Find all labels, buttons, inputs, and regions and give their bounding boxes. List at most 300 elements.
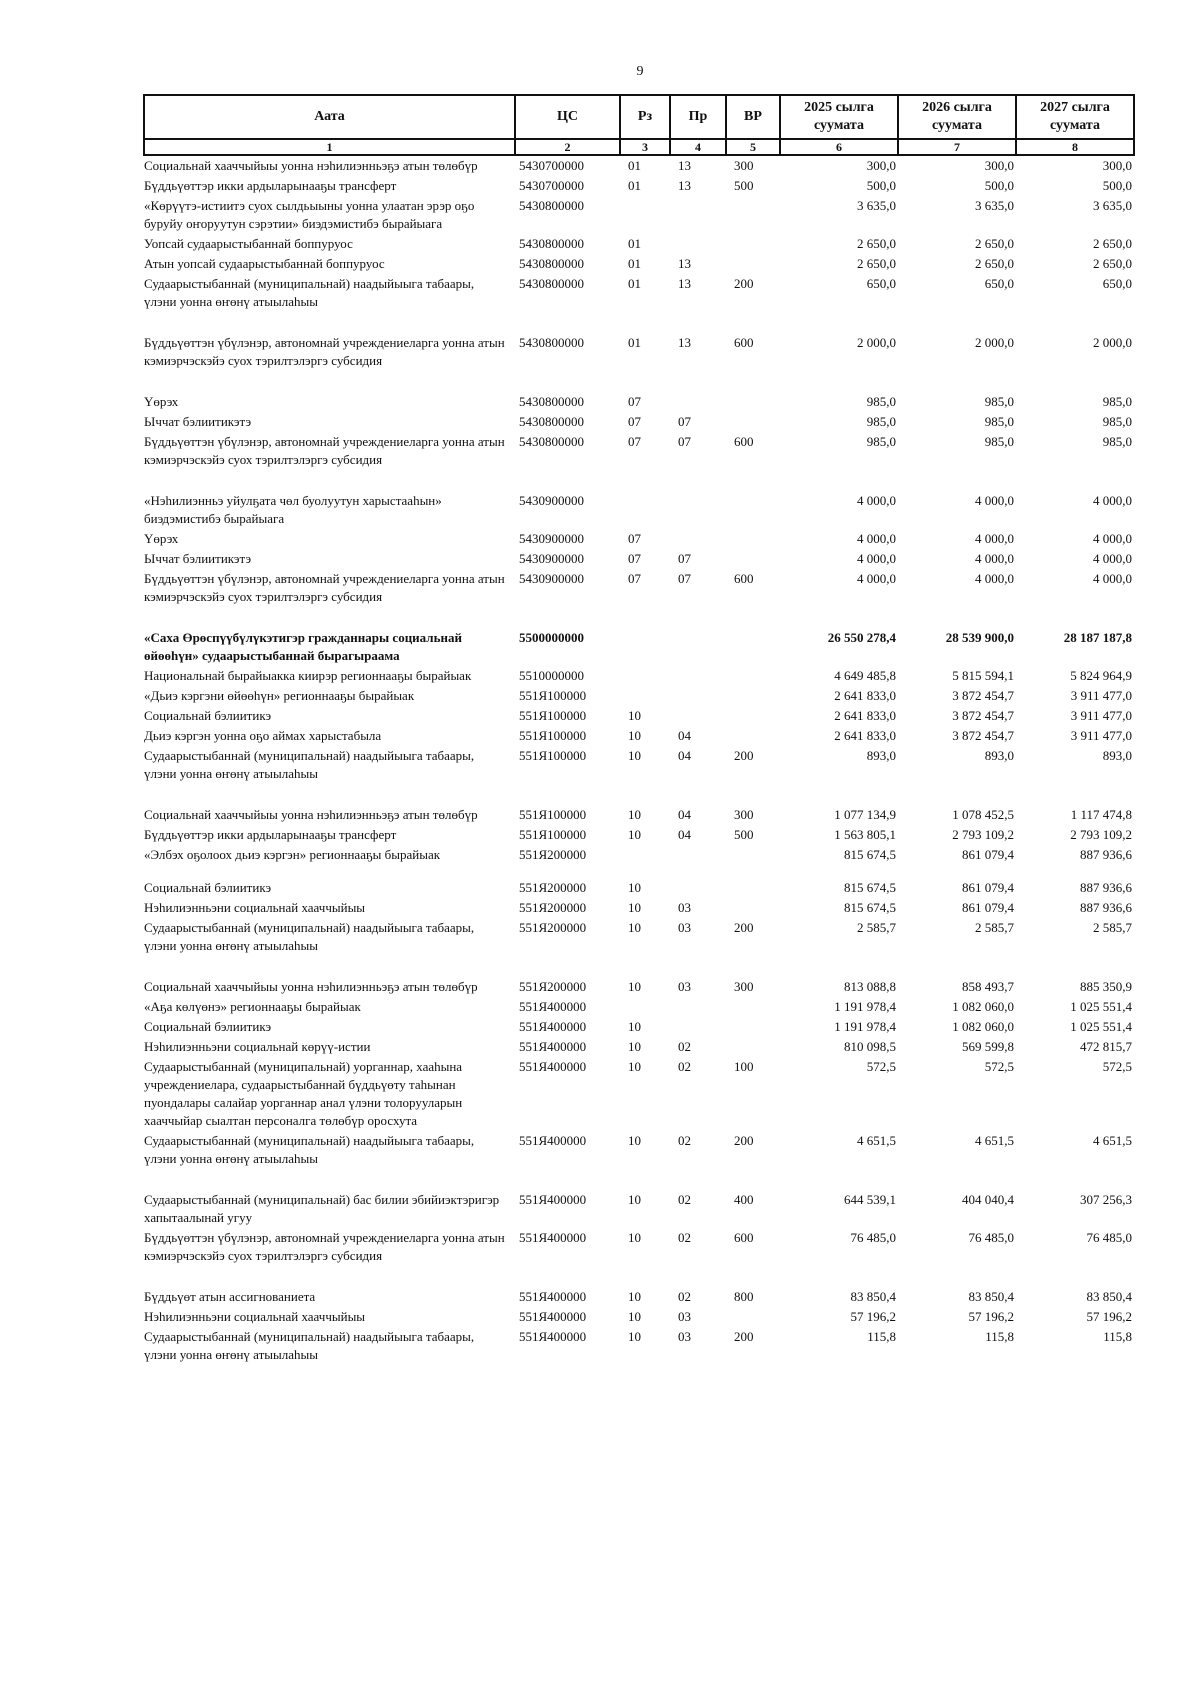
- row-pr: 02: [678, 1059, 691, 1074]
- row-amount-2026: 861 079,4: [962, 900, 1014, 915]
- row-pr: [670, 686, 726, 706]
- row-vr: 300: [734, 158, 754, 173]
- row-name: Ыччат бэлиитикэтэ: [144, 414, 252, 429]
- row-amount-2025: 4 000,0: [857, 493, 896, 508]
- row-name: Судаарыстыбаннай (муниципальнай) наадыйыыга табаары, үлэни уонна өҥөнү атыылаһыы: [144, 920, 475, 953]
- table-row: [144, 1287, 1134, 1307]
- row-cs: 5430900000: [519, 551, 584, 566]
- row-pr: 03: [678, 1329, 691, 1344]
- row-amount-2025: 76 485,0: [850, 1230, 896, 1245]
- table-row: [144, 1228, 1134, 1287]
- table-row: [144, 746, 1134, 805]
- table-row: [144, 977, 1134, 997]
- row-amount-2026: 404 040,4: [962, 1192, 1014, 1207]
- row-name: Судаарыстыбаннай (муниципальнай) наадыйыыга табаары, үлэни уонна өҥөнү атыылаһыы: [144, 276, 475, 309]
- table-row: [144, 155, 1134, 176]
- row-vr: 600: [734, 335, 754, 350]
- header-cs: ЦС: [515, 95, 620, 139]
- row-amount-2027: 3 635,0: [1093, 198, 1132, 213]
- row-vr: [726, 1017, 780, 1037]
- row-amount-2026: 572,5: [984, 1059, 1014, 1074]
- row-name: Үөрэх: [144, 531, 179, 546]
- row-amount-2025: 1 191 978,4: [834, 999, 896, 1014]
- row-pr: 13: [678, 335, 691, 350]
- row-name: Дьиэ кэргэн уонна оҕо аймах харыстабыла: [144, 728, 382, 743]
- row-amount-2025: 893,0: [866, 748, 896, 763]
- row-amount-2027: 3 911 477,0: [1070, 728, 1132, 743]
- row-name: Социальнай бэлиитикэ: [144, 1019, 272, 1034]
- table-row: [144, 628, 1134, 666]
- row-cs: 551Я400000: [519, 1309, 587, 1324]
- header-2025: 2025 сылга суумата: [780, 95, 898, 139]
- row-amount-2025: 4 000,0: [857, 531, 896, 546]
- row-amount-2026: 4 000,0: [975, 493, 1014, 508]
- row-pr: [670, 628, 726, 666]
- row-amount-2026: 4 000,0: [975, 531, 1014, 546]
- row-amount-2025: 813 088,8: [844, 979, 896, 994]
- row-amount-2026: 300,0: [984, 158, 1014, 173]
- column-number: 1: [144, 139, 515, 155]
- row-amount-2026: 985,0: [984, 414, 1014, 429]
- row-amount-2027: 4 000,0: [1093, 531, 1132, 546]
- row-vr: [726, 491, 780, 529]
- row-amount-2027: 4 000,0: [1093, 493, 1132, 508]
- table-row: [144, 1190, 1134, 1228]
- row-rz: 01: [628, 178, 641, 193]
- row-pr: [670, 878, 726, 898]
- row-pr: 13: [678, 256, 691, 271]
- table-row: [144, 845, 1134, 878]
- row-cs: 551Я200000: [519, 880, 587, 895]
- header-vr: ВР: [726, 95, 780, 139]
- row-amount-2025: 2 650,0: [857, 256, 896, 271]
- row-name: Социальнай бэлиитикэ: [144, 880, 272, 895]
- row-cs: 551Я400000: [519, 1289, 587, 1304]
- row-amount-2026: 2 650,0: [975, 236, 1014, 251]
- budget-table-container: [143, 94, 1133, 1365]
- row-amount-2026: 3 635,0: [975, 198, 1014, 213]
- table-row: [144, 825, 1134, 845]
- row-amount-2025: 4 000,0: [857, 571, 896, 586]
- row-vr: 200: [734, 920, 754, 935]
- row-vr: [726, 392, 780, 412]
- row-vr: 800: [734, 1289, 754, 1304]
- row-amount-2025: 815 674,5: [844, 847, 896, 862]
- row-pr: [670, 529, 726, 549]
- row-name: Нэһилиэнньэни социальнай хааччыйыы: [144, 900, 366, 915]
- row-rz: 10: [628, 827, 641, 842]
- row-amount-2026: 858 493,7: [962, 979, 1014, 994]
- row-cs: 551Я100000: [519, 708, 587, 723]
- table-row: [144, 569, 1134, 628]
- row-amount-2027: 76 485,0: [1086, 1230, 1132, 1245]
- row-vr: 200: [734, 748, 754, 763]
- header-2027: 2027 сылга суумата: [1016, 95, 1134, 139]
- row-cs: 551Я400000: [519, 1019, 587, 1034]
- table-row: [144, 549, 1134, 569]
- row-rz: 01: [628, 158, 641, 173]
- row-cs: 551Я400000: [519, 1059, 587, 1074]
- row-rz: 10: [628, 1289, 641, 1304]
- row-name: «Аҕа көлүөнэ» регионнааҕы бырайыак: [144, 999, 361, 1014]
- row-vr: [726, 628, 780, 666]
- row-amount-2027: 985,0: [1102, 414, 1132, 429]
- row-rz: 10: [628, 1133, 641, 1148]
- row-amount-2027: 4 651,5: [1093, 1133, 1132, 1148]
- row-cs: 5430900000: [519, 571, 584, 586]
- row-amount-2027: 2 585,7: [1093, 920, 1132, 935]
- row-cs: 5430900000: [519, 531, 584, 546]
- row-amount-2026: 985,0: [984, 394, 1014, 409]
- row-rz: 07: [628, 571, 641, 586]
- row-cs: 551Я200000: [519, 900, 587, 915]
- row-pr: 07: [678, 434, 691, 449]
- row-cs: 551Я100000: [519, 748, 587, 763]
- row-amount-2027: 572,5: [1102, 1059, 1132, 1074]
- row-amount-2025: 115,8: [867, 1329, 896, 1344]
- row-rz: [620, 628, 670, 666]
- row-amount-2027: 500,0: [1102, 178, 1132, 193]
- row-pr: 03: [678, 900, 691, 915]
- table-row: [144, 529, 1134, 549]
- row-amount-2026: 861 079,4: [962, 847, 1014, 862]
- row-rz: 07: [628, 394, 641, 409]
- row-pr: 02: [678, 1230, 691, 1245]
- row-vr: 600: [734, 434, 754, 449]
- row-rz: 10: [628, 708, 641, 723]
- row-amount-2025: 3 635,0: [857, 198, 896, 213]
- row-rz: [620, 686, 670, 706]
- table-row: [144, 176, 1134, 196]
- row-amount-2027: 885 350,9: [1080, 979, 1132, 994]
- row-rz: 10: [628, 807, 641, 822]
- header-name: Аата: [144, 95, 515, 139]
- table-row: [144, 234, 1134, 254]
- row-amount-2025: 644 539,1: [844, 1192, 896, 1207]
- row-amount-2027: 2 650,0: [1093, 256, 1132, 271]
- row-amount-2026: 3 872 454,7: [952, 708, 1014, 723]
- row-amount-2027: 57 196,2: [1086, 1309, 1132, 1324]
- row-amount-2026: 500,0: [984, 178, 1014, 193]
- row-name: Бүддьүөттэн үбүлэнэр, автономнай учреждениеларга уонна атын кэмиэрчэскэйэ суох тэрилтэлэргэ субсидия: [144, 434, 505, 467]
- row-vr: [726, 1307, 780, 1327]
- row-rz: 10: [628, 1329, 641, 1344]
- column-number: 4: [670, 139, 726, 155]
- row-amount-2025: 1 563 805,1: [834, 827, 896, 842]
- table-row: [144, 686, 1134, 706]
- row-name: «Дьиэ кэргэни өйөөһүн» регионнааҕы бырайыак: [144, 688, 415, 703]
- header-2026: 2026 сылга суумата: [898, 95, 1016, 139]
- row-pr: 02: [678, 1133, 691, 1148]
- row-cs: 551Я200000: [519, 847, 587, 862]
- row-amount-2026: 861 079,4: [962, 880, 1014, 895]
- row-pr: 04: [678, 728, 691, 743]
- table-row: [144, 254, 1134, 274]
- row-amount-2025: 985,0: [866, 414, 896, 429]
- row-rz: 10: [628, 920, 641, 935]
- row-name: Нэһилиэнньэни социальнай хааччыйыы: [144, 1309, 366, 1324]
- row-vr: [726, 1037, 780, 1057]
- row-amount-2025: 83 850,4: [850, 1289, 896, 1304]
- table-row: [144, 196, 1134, 234]
- row-pr: 04: [678, 748, 691, 763]
- row-rz: 10: [628, 1019, 641, 1034]
- row-pr: [670, 234, 726, 254]
- budget-table: [143, 94, 1135, 1365]
- row-amount-2025: 1 191 978,4: [834, 1019, 896, 1034]
- row-pr: [670, 491, 726, 529]
- table-row: [144, 412, 1134, 432]
- table-row: [144, 274, 1134, 333]
- row-rz: 07: [628, 414, 641, 429]
- row-rz: 10: [628, 1192, 641, 1207]
- row-name: Бүддьүөттэн үбүлэнэр, автономнай учреждениеларга уонна атын кэмиэрчэскэйэ суох тэрилтэлэргэ субсидия: [144, 335, 505, 368]
- row-cs: 551Я100000: [519, 688, 587, 703]
- row-rz: 01: [628, 256, 641, 271]
- row-pr: 02: [678, 1289, 691, 1304]
- row-cs: 551Я400000: [519, 1230, 587, 1245]
- row-rz: [620, 845, 670, 878]
- row-cs: 5430900000: [519, 493, 584, 508]
- row-vr: 600: [734, 571, 754, 586]
- row-name: «Элбэх оҕолоох дьиэ кэргэн» регионнааҕы бырайыак: [144, 847, 441, 862]
- table-row: [144, 1307, 1134, 1327]
- row-vr: 300: [734, 979, 754, 994]
- row-rz: 10: [628, 979, 641, 994]
- table-body: [144, 155, 1134, 1365]
- row-amount-2027: 1 025 551,4: [1070, 999, 1132, 1014]
- row-pr: 03: [678, 920, 691, 935]
- row-amount-2025: 985,0: [866, 434, 896, 449]
- row-rz: 01: [628, 335, 641, 350]
- table-row: [144, 491, 1134, 529]
- row-cs: 5430800000: [519, 434, 584, 449]
- row-rz: 10: [628, 728, 641, 743]
- row-pr: [670, 845, 726, 878]
- row-name: Социальнай хааччыйыы уонна нэһилиэнньэҕэ атын төлөбүр: [144, 979, 478, 994]
- row-pr: 04: [678, 807, 691, 822]
- row-pr: 02: [678, 1039, 691, 1054]
- row-vr: [726, 529, 780, 549]
- table-row: [144, 432, 1134, 491]
- row-vr: 200: [734, 1133, 754, 1148]
- page-number: 9: [636, 64, 644, 79]
- row-amount-2025: 810 098,5: [844, 1039, 896, 1054]
- row-cs: 551Я400000: [519, 1039, 587, 1054]
- row-name: Бүддьүөттэр икки ардыларынааҕы трансферт: [144, 178, 397, 193]
- row-vr: 200: [734, 1329, 754, 1344]
- row-pr: 13: [678, 158, 691, 173]
- row-amount-2025: 4 000,0: [857, 551, 896, 566]
- row-pr: 03: [678, 979, 691, 994]
- row-amount-2026: 76 485,0: [968, 1230, 1014, 1245]
- row-amount-2027: 2 793 109,2: [1070, 827, 1132, 842]
- row-cs: 551Я400000: [519, 1329, 587, 1344]
- table-row: [144, 333, 1134, 392]
- row-pr: 07: [678, 551, 691, 566]
- row-cs: 5430800000: [519, 414, 584, 429]
- row-pr: [670, 666, 726, 686]
- row-cs: 5430800000: [519, 276, 584, 291]
- row-amount-2026: 4 651,5: [975, 1133, 1014, 1148]
- row-amount-2027: 1 117 474,8: [1070, 807, 1132, 822]
- row-name: Уопсай судаарыстыбаннай боппуруос: [144, 236, 353, 251]
- row-pr: [670, 1017, 726, 1037]
- row-pr: 03: [678, 1309, 691, 1324]
- table-row: [144, 1017, 1134, 1037]
- row-amount-2026: 893,0: [984, 748, 1014, 763]
- row-vr: [726, 196, 780, 234]
- row-cs: 5430800000: [519, 394, 584, 409]
- row-amount-2026: 57 196,2: [968, 1309, 1014, 1324]
- row-amount-2026: 4 000,0: [975, 571, 1014, 586]
- row-vr: [726, 997, 780, 1017]
- row-cs: 551Я400000: [519, 1192, 587, 1207]
- table-row: [144, 726, 1134, 746]
- header-rz: Рз: [620, 95, 670, 139]
- row-amount-2027: 887 936,6: [1080, 847, 1132, 862]
- table-row: [144, 805, 1134, 825]
- row-amount-2025: 57 196,2: [850, 1309, 896, 1324]
- row-pr: 07: [678, 414, 691, 429]
- row-amount-2025: 1 077 134,9: [834, 807, 896, 822]
- row-cs: 5430800000: [519, 335, 584, 350]
- row-name: Национальнай бырайыакка киирэр регионнааҕы бырайыак: [144, 668, 472, 683]
- row-amount-2025: 300,0: [866, 158, 896, 173]
- row-name: «Көрүүтэ-истиитэ суох сылдьыыны уонна улаатан эрэр оҕо буруйу оҥоруутун сэрэтии» биэдэмистибэ бырайыага: [144, 198, 475, 231]
- column-number: 6: [780, 139, 898, 155]
- row-name: Нэһилиэнньэни социальнай көрүү-истии: [144, 1039, 371, 1054]
- table-row: [144, 878, 1134, 898]
- row-rz: [620, 666, 670, 686]
- row-pr: [670, 997, 726, 1017]
- table-row: [144, 1037, 1134, 1057]
- row-amount-2025: 2 585,7: [857, 920, 896, 935]
- row-name: Судаарыстыбаннай (муниципальнай) наадыйыыга табаары, үлэни уонна өҥөнү атыылаһыы: [144, 1329, 475, 1362]
- table-row: [144, 1057, 1134, 1131]
- row-amount-2027: 887 936,6: [1080, 880, 1132, 895]
- table-row: [144, 1327, 1134, 1365]
- row-rz: 10: [628, 880, 641, 895]
- row-amount-2027: 2 000,0: [1093, 335, 1132, 350]
- row-name: Бүддьүөттэн үбүлэнэр, автономнай учреждениеларга уонна атын кэмиэрчэскэйэ суох тэрилтэлэргэ субсидия: [144, 571, 505, 604]
- row-name: Үөрэх: [144, 394, 179, 409]
- row-amount-2026: 3 872 454,7: [952, 688, 1014, 703]
- row-amount-2026: 2 585,7: [975, 920, 1014, 935]
- row-pr: 13: [678, 178, 691, 193]
- row-amount-2027: 3 911 477,0: [1070, 708, 1132, 723]
- row-rz: 07: [628, 531, 641, 546]
- row-name: Судаарыстыбаннай (муниципальнай) уорганнар, хааһына учреждениелара, судаарыстыбаннай бүддьүөту таһынан пуондалары салайар уорганнар анал үлэни толорууларын хааччыйар сыалтан персоналга төлөбүр оросхута: [144, 1059, 463, 1128]
- table-row: [144, 1131, 1134, 1190]
- row-amount-2025: 2 641 833,0: [834, 688, 896, 703]
- row-rz: [620, 196, 670, 234]
- row-vr: 200: [734, 276, 754, 291]
- row-rz: 10: [628, 748, 641, 763]
- row-name: Судаарыстыбаннай (муниципальнай) бас билии эбийиэктэригэр хапытаалынай угуу: [144, 1192, 500, 1225]
- row-rz: 10: [628, 1309, 641, 1324]
- column-number: 2: [515, 139, 620, 155]
- row-vr: 500: [734, 827, 754, 842]
- row-name: Бүддьүөттэр икки ардыларынааҕы трансферт: [144, 827, 397, 842]
- table-row: [144, 997, 1134, 1017]
- row-vr: [726, 845, 780, 878]
- row-name: Бүддьүөттэн үбүлэнэр, автономнай учреждениеларга уонна атын кэмиэрчэскэйэ суох тэрилтэлэргэ субсидия: [144, 1230, 505, 1263]
- row-vr: [726, 878, 780, 898]
- row-amount-2025: 2 641 833,0: [834, 708, 896, 723]
- row-amount-2026: 2 000,0: [975, 335, 1014, 350]
- row-amount-2025: 815 674,5: [844, 900, 896, 915]
- row-rz: [620, 997, 670, 1017]
- row-name: Судаарыстыбаннай (муниципальнай) наадыйыыга табаары, үлэни уонна өҥөнү атыылаһыы: [144, 748, 475, 781]
- row-name: Ыччат бэлиитикэтэ: [144, 551, 252, 566]
- row-name: Атын уопсай судаарыстыбаннай боппуруос: [144, 256, 385, 271]
- row-cs: 551Я100000: [519, 827, 587, 842]
- row-rz: 10: [628, 1230, 641, 1245]
- row-amount-2027: 3 911 477,0: [1070, 688, 1132, 703]
- row-cs: 5430800000: [519, 236, 584, 251]
- row-vr: [726, 549, 780, 569]
- column-number: 3: [620, 139, 670, 155]
- row-amount-2025: 26 550 278,4: [827, 630, 896, 645]
- row-cs: 551Я400000: [519, 1133, 587, 1148]
- row-rz: 01: [628, 276, 641, 291]
- row-amount-2027: 985,0: [1102, 394, 1132, 409]
- row-amount-2027: 1 025 551,4: [1070, 1019, 1132, 1034]
- row-amount-2026: 3 872 454,7: [952, 728, 1014, 743]
- row-amount-2025: 572,5: [866, 1059, 896, 1074]
- table-row: [144, 898, 1134, 918]
- row-name: Социальнай бэлиитикэ: [144, 708, 272, 723]
- row-amount-2025: 4 649 485,8: [834, 668, 896, 683]
- row-rz: 07: [628, 551, 641, 566]
- row-cs: 5430800000: [519, 256, 584, 271]
- row-amount-2027: 2 650,0: [1093, 236, 1132, 251]
- row-amount-2027: 472 815,7: [1080, 1039, 1132, 1054]
- row-name: Социальнай хааччыйыы уонна нэһилиэнньэҕэ атын төлөбүр: [144, 158, 478, 173]
- row-rz: 10: [628, 900, 641, 915]
- row-amount-2027: 83 850,4: [1086, 1289, 1132, 1304]
- row-rz: 01: [628, 236, 641, 251]
- row-pr: [670, 196, 726, 234]
- row-amount-2025: 650,0: [866, 276, 896, 291]
- row-cs: 5430700000: [519, 178, 584, 193]
- header-pr: Пр: [670, 95, 726, 139]
- row-pr: [670, 706, 726, 726]
- row-amount-2025: 985,0: [866, 394, 896, 409]
- row-amount-2026: 985,0: [984, 434, 1014, 449]
- row-amount-2025: 2 650,0: [857, 236, 896, 251]
- row-amount-2026: 569 599,8: [962, 1039, 1014, 1054]
- row-name: «Нэһилиэнньэ уйулҕата чөл буолуутун харыстааһын» биэдэмистибэ бырайыага: [144, 493, 442, 526]
- row-amount-2026: 650,0: [984, 276, 1014, 291]
- table-row: [144, 706, 1134, 726]
- row-vr: [726, 706, 780, 726]
- row-amount-2025: 2 641 833,0: [834, 728, 896, 743]
- row-name: Бүддьүөт атын ассигнованиета: [144, 1289, 316, 1304]
- row-cs: 551Я100000: [519, 807, 587, 822]
- row-rz: 07: [628, 434, 641, 449]
- row-cs: 551Я400000: [519, 999, 587, 1014]
- row-amount-2025: 815 674,5: [844, 880, 896, 895]
- row-amount-2026: 83 850,4: [968, 1289, 1014, 1304]
- row-pr: 02: [678, 1192, 691, 1207]
- row-pr: 04: [678, 827, 691, 842]
- row-name: «Саха Өрөспүүбүлүкэтигэр гражданнары социальнай өйөөһүн» судаарыстыбаннай бырагыраама: [144, 630, 462, 663]
- row-cs: 5500000000: [519, 630, 584, 645]
- row-cs: 5430700000: [519, 158, 584, 173]
- row-vr: [726, 726, 780, 746]
